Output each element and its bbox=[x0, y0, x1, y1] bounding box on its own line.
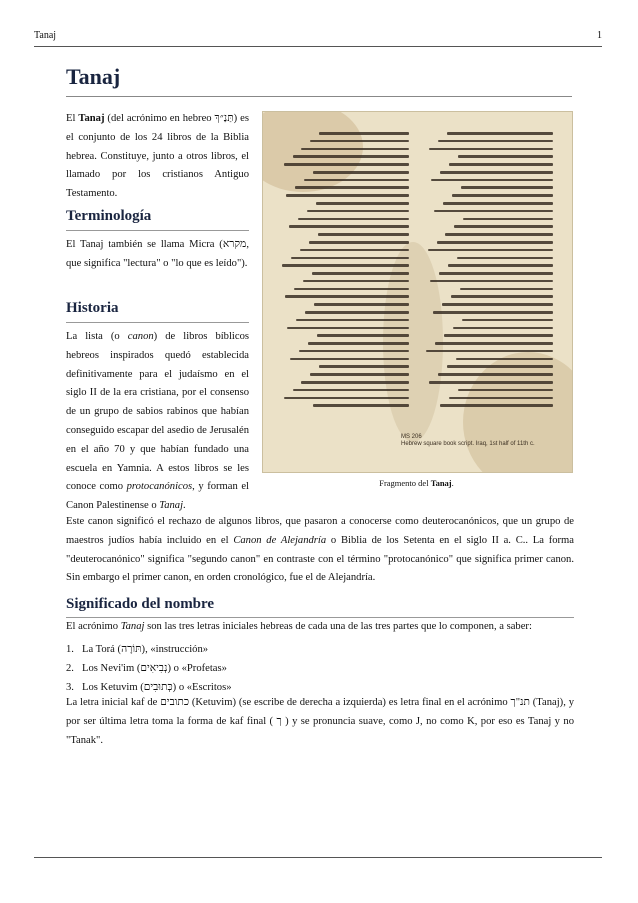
running-title: Tanaj bbox=[34, 30, 57, 41]
manuscript-script-line bbox=[449, 163, 553, 166]
manuscript-script-line bbox=[296, 319, 409, 322]
manuscript-script-line bbox=[291, 257, 409, 260]
alejandria-term: Canon de Alejandría bbox=[233, 534, 327, 546]
manuscript-script-line bbox=[435, 342, 553, 345]
manuscript-script-line bbox=[284, 397, 409, 400]
terminologia-rule bbox=[66, 230, 249, 231]
manuscript-script-line bbox=[430, 280, 553, 283]
manuscript-script-line bbox=[307, 210, 409, 213]
manuscript-script-line bbox=[458, 155, 553, 158]
manuscript-script-line bbox=[431, 179, 553, 182]
manuscript-script-line bbox=[282, 264, 409, 267]
manuscript-script-line bbox=[308, 342, 409, 345]
manuscript-script-line bbox=[295, 186, 409, 189]
manuscript-script-line bbox=[440, 171, 553, 174]
ms-description: Hebrew square book script. Iraq, 1st half of 11th c. bbox=[401, 441, 535, 447]
manuscript-column-left bbox=[281, 132, 409, 412]
title-rule bbox=[66, 96, 572, 97]
manuscript-script-line bbox=[462, 319, 553, 322]
manuscript-script-line bbox=[437, 241, 553, 244]
manuscript-script-line bbox=[451, 295, 553, 298]
manuscript-script-line bbox=[448, 264, 553, 267]
intro-term: Tanaj bbox=[78, 113, 105, 124]
terminologia-paragraph: El Tanaj también se llama Micra (מקרא, que significa "lectura" o "lo que es leído"). bbox=[66, 239, 249, 269]
manuscript-script-line bbox=[456, 358, 553, 361]
manuscript-script-line bbox=[317, 334, 409, 337]
manuscript-script-line bbox=[310, 373, 409, 376]
manuscript-script-line bbox=[426, 350, 553, 353]
manuscript-script-line bbox=[438, 373, 553, 376]
manuscript-script-line bbox=[313, 404, 409, 407]
manuscript-script-line bbox=[294, 288, 409, 291]
manuscript-script-line bbox=[453, 327, 553, 330]
figure-caption: Fragmento del Tanaj. bbox=[379, 478, 454, 488]
running-header bbox=[34, 30, 602, 44]
list-item: 2. Los Nevi'im (נְבִיאִים) o «Profetas» bbox=[66, 663, 227, 674]
manuscript-script-line bbox=[434, 210, 553, 213]
parts-list bbox=[66, 640, 232, 697]
manuscript-script-line bbox=[290, 358, 409, 361]
footer-rule bbox=[34, 857, 602, 858]
manuscript-script-line bbox=[429, 148, 553, 151]
manuscript-script-line bbox=[289, 225, 409, 228]
manuscript-script-line bbox=[293, 155, 409, 158]
manuscript-script-line bbox=[447, 132, 553, 135]
tanaj-term: Tanaj bbox=[159, 500, 184, 512]
protocanonicos-term: protocanónicos bbox=[126, 481, 193, 493]
list-item: 1. La Torá (תּוֹרָה), «instrucción» bbox=[66, 644, 209, 655]
manuscript-script-line bbox=[301, 381, 409, 384]
manuscript-script-line bbox=[447, 365, 553, 368]
manuscript-script-line bbox=[460, 288, 553, 291]
manuscript-column-right bbox=[425, 132, 553, 412]
manuscript-script-line bbox=[439, 272, 553, 275]
canon-term: canon bbox=[127, 331, 154, 342]
canon-paragraph: Este canon significó el rechazo de algunos libros, que pasaron a conocerse como deuterocanónicos, que un grupo de maestros judíos había incluido en el Canon de Alejandría o Biblia de los Setenta en el siglo II a. C.. La forma "deuterocanónico" significa "segundo canon" en contraste con el término "protocanónico" que significa primer canon. Sin embargo el primer canon, en orden cronológico, fue el de Alejandría. bbox=[66, 516, 574, 584]
historia-paragraph: La lista (o canon) de libros bíblicos hebreos inspirados quedó establecida definitivamente para el judaísmo en el siglo II de la era cristiana, por el consenso de un grupo de sabios rabinos que habían conseguido escapar del asedio de Jerusalén en el año 70 y que habían fundado una escuela en Yamnia. A estos libros se les conoce como protocanónicos, y forman el Canon Palestinense o Tanaj. bbox=[66, 331, 249, 512]
manuscript-script-line bbox=[445, 233, 553, 236]
header-rule bbox=[34, 46, 602, 47]
manuscript-script-line bbox=[284, 163, 409, 166]
manuscript-script-line bbox=[299, 350, 409, 353]
list-item: 3. Los Ketuvim (כְּתוּבִים) o «Escritos» bbox=[66, 682, 232, 693]
significado-intro: El acrónimo Tanaj son las tres letras iniciales hebreas de cada una de las tres partes que lo componen, a saber: bbox=[66, 621, 532, 632]
manuscript-script-line bbox=[428, 249, 553, 252]
manuscript-script-line bbox=[319, 132, 409, 135]
manuscript-script-line bbox=[319, 365, 409, 368]
manuscript-script-line bbox=[463, 218, 553, 221]
closing-paragraph: La letra inicial kaf de כתובים (Ketuvim) (se escribe de derecha a izquierda) es letra final en el acrónimo תנ"ך (Tanaj), y por ser última letra toma la forma de kaf final ( ך ) y se pronuncia suave, como J, no como K, por eso es Tanaj y no "Tanak". bbox=[66, 697, 574, 746]
caption-term: Tanaj bbox=[430, 478, 452, 488]
manuscript-figure bbox=[260, 108, 573, 493]
manuscript-script-line bbox=[286, 194, 409, 197]
manuscript-script-line bbox=[287, 327, 409, 330]
manuscript-script-line bbox=[312, 272, 409, 275]
manuscript-script-line bbox=[285, 295, 409, 298]
manuscript-script-line bbox=[303, 280, 409, 283]
manuscript-script-line bbox=[304, 179, 409, 182]
manuscript-image[interactable] bbox=[262, 111, 573, 473]
manuscript-script-line bbox=[433, 311, 553, 314]
manuscript-script-line bbox=[300, 249, 409, 252]
manuscript-script-line bbox=[314, 303, 409, 306]
manuscript-script-line bbox=[443, 202, 553, 205]
manuscript-script-line bbox=[438, 140, 553, 143]
manuscript-script-line bbox=[301, 148, 409, 151]
manuscript-script-line bbox=[442, 303, 553, 306]
manuscript-script-line bbox=[440, 404, 553, 407]
significado-heading: Significado del nombre bbox=[66, 596, 215, 612]
manuscript-script-line bbox=[458, 389, 553, 392]
manuscript-script-line bbox=[316, 202, 409, 205]
manuscript-script-line bbox=[444, 334, 553, 337]
historia-heading: Historia bbox=[66, 300, 119, 316]
tanaj-acronym: Tanaj bbox=[120, 621, 145, 632]
page-title: Tanaj bbox=[66, 64, 121, 89]
manuscript-script-line bbox=[310, 140, 409, 143]
manuscript-script-line bbox=[452, 194, 553, 197]
manuscript-script-line bbox=[449, 397, 553, 400]
manuscript-script-line bbox=[457, 257, 553, 260]
manuscript-script-line bbox=[305, 311, 409, 314]
manuscript-script-line bbox=[298, 218, 409, 221]
page-number: 1 bbox=[597, 30, 602, 41]
manuscript-script-line bbox=[454, 225, 553, 228]
manuscript-script-line bbox=[309, 241, 409, 244]
manuscript-script-line bbox=[429, 381, 553, 384]
historia-rule bbox=[66, 322, 249, 323]
manuscript-script-line bbox=[293, 389, 409, 392]
intro-paragraph: El Tanaj (del acrónimo en hebreo תַּנַ״ךְ) es el conjunto de los 24 libros de la Biblia hebrea. Constituye, junto a otros libros, el llamado por los cristianos Antiguo Testamento. bbox=[66, 113, 249, 200]
manuscript-script-line bbox=[461, 186, 553, 189]
ms-number: MS 206 bbox=[401, 434, 422, 440]
terminologia-heading: Terminología bbox=[66, 208, 152, 224]
manuscript-script-line bbox=[318, 233, 409, 236]
manuscript-script-line bbox=[313, 171, 409, 174]
